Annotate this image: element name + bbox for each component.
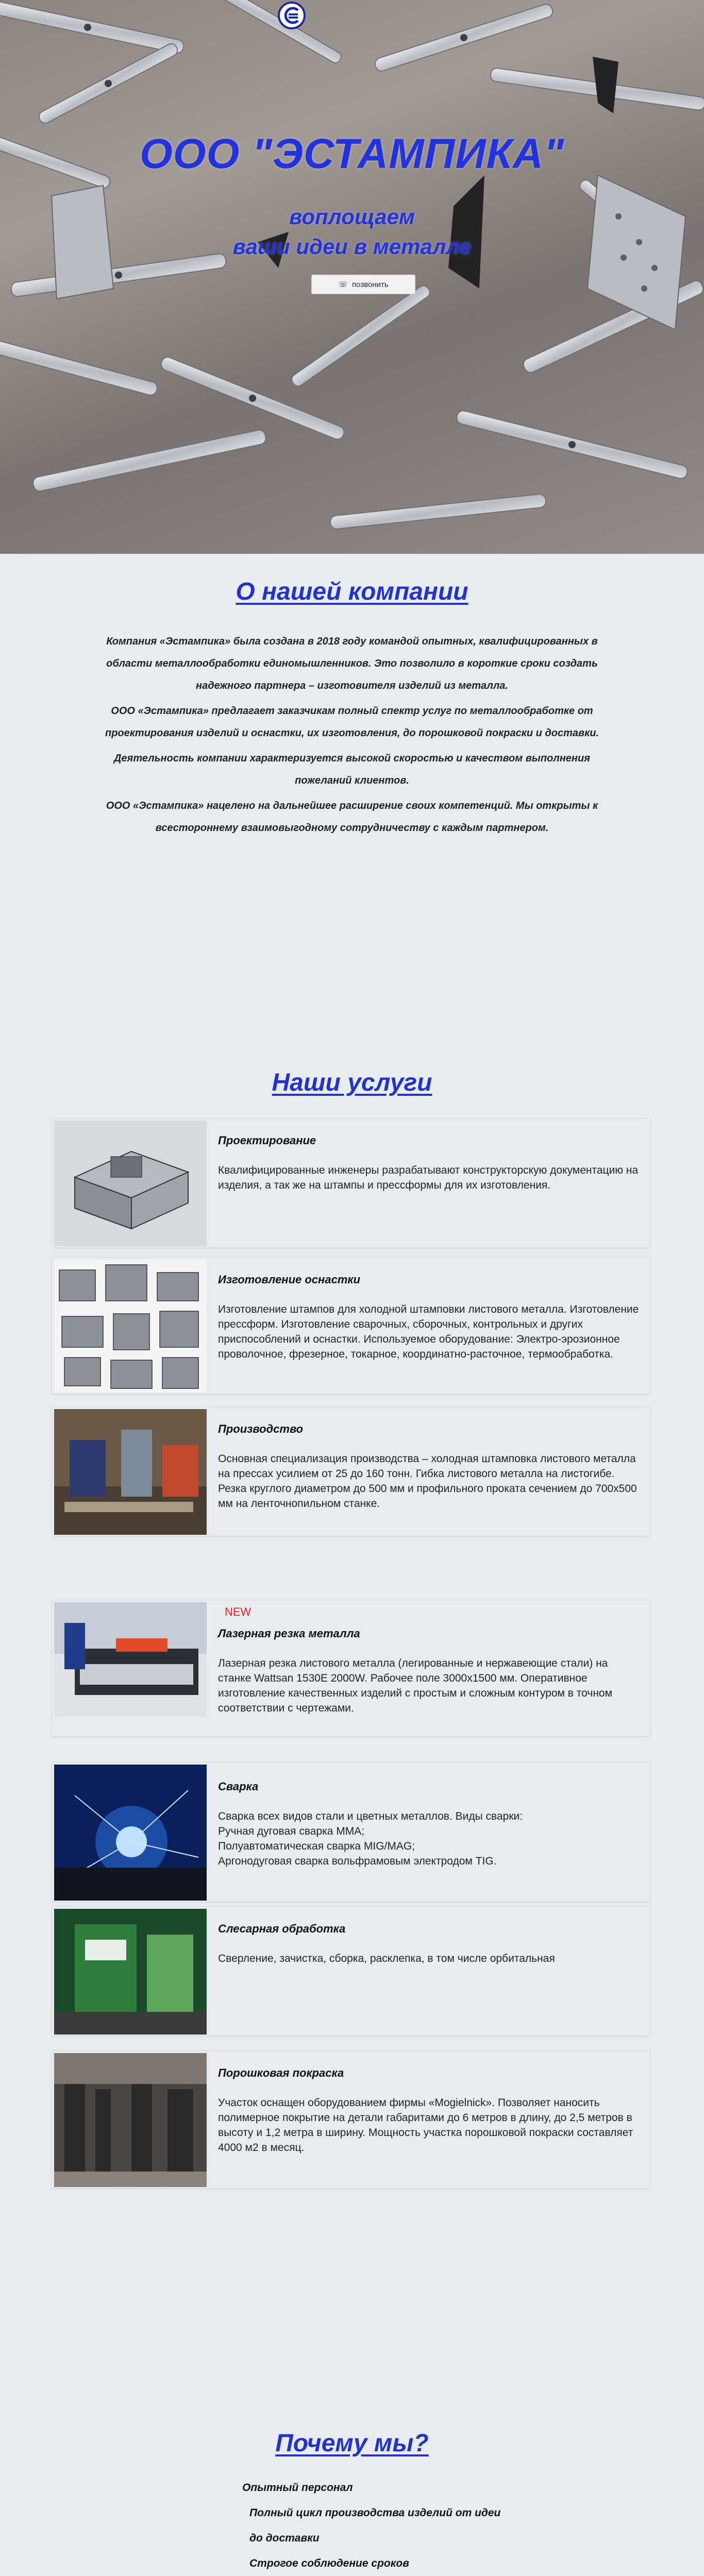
company-logo-icon[interactable] bbox=[277, 1, 306, 30]
service-body bbox=[218, 1134, 640, 1193]
service-title: Изготовление оснастки bbox=[218, 1273, 360, 1286]
service-card-design bbox=[52, 1118, 650, 1248]
hero-tagline bbox=[0, 202, 704, 262]
service-card-metalwork bbox=[52, 1906, 650, 2036]
why-item: Полный цикл производства изделий от идеи bbox=[249, 2507, 501, 2519]
why-item: Опытный персонал bbox=[242, 2482, 353, 2494]
service-desc: Участок оснащен оборудованием фирмы «Mogielnick». Позволяет наносить полимерное покрытие на детали габаритами до 6 метров в длину, до 2,5 метров в высоту и 1,2 метра в ширину. Мощность участка порошковой покраски составляет 4000 м2 в месяц. bbox=[218, 2097, 633, 2154]
about-paragraph: ООО «Эстампика» нацелено на дальнейшее расширение своих компетенций. Мы открыты к всестороннему взаимовыгодному сотрудничеству с каждым партнером. bbox=[106, 800, 598, 834]
service-desc: Основная специализация производства – холодная штамповка листового металла на прессах усилием от 25 до 160 тонн. Гибка листового металла на листогибе. Резка круглого диаметром до 500 мм и профильного проката сечением до 700х500 мм на ленточнопильном станке. bbox=[218, 1453, 637, 1510]
service-body bbox=[218, 2066, 640, 2155]
phone-icon: ☏ bbox=[338, 280, 348, 289]
service-image-design bbox=[54, 1121, 207, 1246]
hero-tagline-line2: ваши идеи в металле bbox=[232, 234, 472, 259]
service-desc: Изготовление штампов для холодной штамповки листового металла. Изготовление прессформ. Изготовление сварочных, сборочных, контрольных и других приспособлений и оснастки. Используемое оборудование: Электро-эрозионное проволочное, фрезерное, токарное, координатно-расточное, термообработка. bbox=[218, 1303, 639, 1360]
about-title: О нашей компании bbox=[236, 578, 468, 605]
why-title: Почему мы? bbox=[275, 2430, 429, 2457]
why-list bbox=[242, 2475, 531, 2576]
service-desc: Сварка всех видов стали и цветных металлов. Виды сварки: Ручная дуговая сварка MMA; Полуавтоматическая сварка MIG/MAG; Аргонодуговая сварка вольфрамовым электродом TIG. bbox=[218, 1810, 523, 1867]
service-desc: Квалифицированные инженеры разрабатывают конструкторскую документацию на изделия, а так же на штампы и прессформы для их изготовления. bbox=[218, 1164, 639, 1191]
about-paragraph: ООО «Эстампика» предлагает заказчикам полный спектр услуг по металлообработке от проектирования изделий и оснастки, их изготовления, до порошковой покраски и доставки. bbox=[105, 705, 599, 739]
about-paragraph: Компания «Эстампика» была создана в 2018 году командой опытных, квалифицированных в области металлообработки единомышленников. Это позволило в короткие сроки создать надежного партнера – изготовителя изделий из металла. bbox=[106, 636, 598, 691]
services-title: Наши услуги bbox=[272, 1069, 432, 1096]
service-title: Лазерная резка металла bbox=[218, 1627, 360, 1640]
service-body bbox=[218, 1922, 640, 1966]
call-button-label: позвонить bbox=[352, 280, 389, 289]
why-item: Строгое соблюдение сроков bbox=[249, 2557, 409, 2569]
about-section bbox=[0, 554, 704, 842]
service-desc: Сверление, зачистка, сборка, расклепка, в том числе орбитальная bbox=[218, 1953, 555, 1964]
service-title: Проектирование bbox=[218, 1134, 316, 1147]
service-image-welding bbox=[54, 1765, 207, 1901]
services-section bbox=[0, 1061, 704, 1097]
service-image-production bbox=[54, 1409, 207, 1535]
service-image-laser bbox=[54, 1602, 207, 1717]
service-card-welding bbox=[52, 1762, 650, 1902]
about-paragraph: Деятельность компании характеризуется высокой скоростью и качеством выполнения пожеланий клиентов. bbox=[113, 753, 591, 786]
service-image-powder-coating bbox=[54, 2053, 207, 2187]
service-card-production bbox=[52, 1406, 650, 1536]
service-card-powder-coating bbox=[52, 2050, 650, 2189]
service-card-tooling bbox=[52, 1257, 650, 1394]
service-title: Слесарная обработка bbox=[218, 1922, 346, 1935]
service-title: Сварка bbox=[218, 1780, 259, 1793]
why-section bbox=[0, 2429, 704, 2576]
service-card-laser bbox=[52, 1600, 650, 1737]
service-body bbox=[218, 1627, 640, 1716]
call-button[interactable] bbox=[311, 275, 415, 294]
service-image-metalwork bbox=[54, 1909, 207, 2035]
about-text bbox=[94, 631, 610, 839]
service-body bbox=[218, 1422, 640, 1511]
why-item: до доставки bbox=[249, 2532, 320, 2544]
hero-title: ООО "ЭСТАМПИКА" bbox=[140, 130, 564, 177]
service-title: Порошковая покраска bbox=[218, 2066, 344, 2079]
service-image-tooling bbox=[54, 1260, 207, 1393]
service-title: Производство bbox=[218, 1422, 304, 1435]
service-body bbox=[218, 1780, 640, 1869]
hero-banner bbox=[0, 0, 704, 554]
new-badge: NEW bbox=[225, 1605, 252, 1618]
hero-tagline-line1: воплощаем bbox=[289, 205, 415, 229]
service-body bbox=[218, 1273, 640, 1362]
service-desc: Лазерная резка листового металла (легированные и нержавеющие стали) на станке Wattsan 1530E 2000W. Рабочее поле 3000х1500 мм. Оперативное изготовление качественных изделий с простым и сложным контуром в точном соответствии с чертежами. bbox=[218, 1657, 613, 1714]
